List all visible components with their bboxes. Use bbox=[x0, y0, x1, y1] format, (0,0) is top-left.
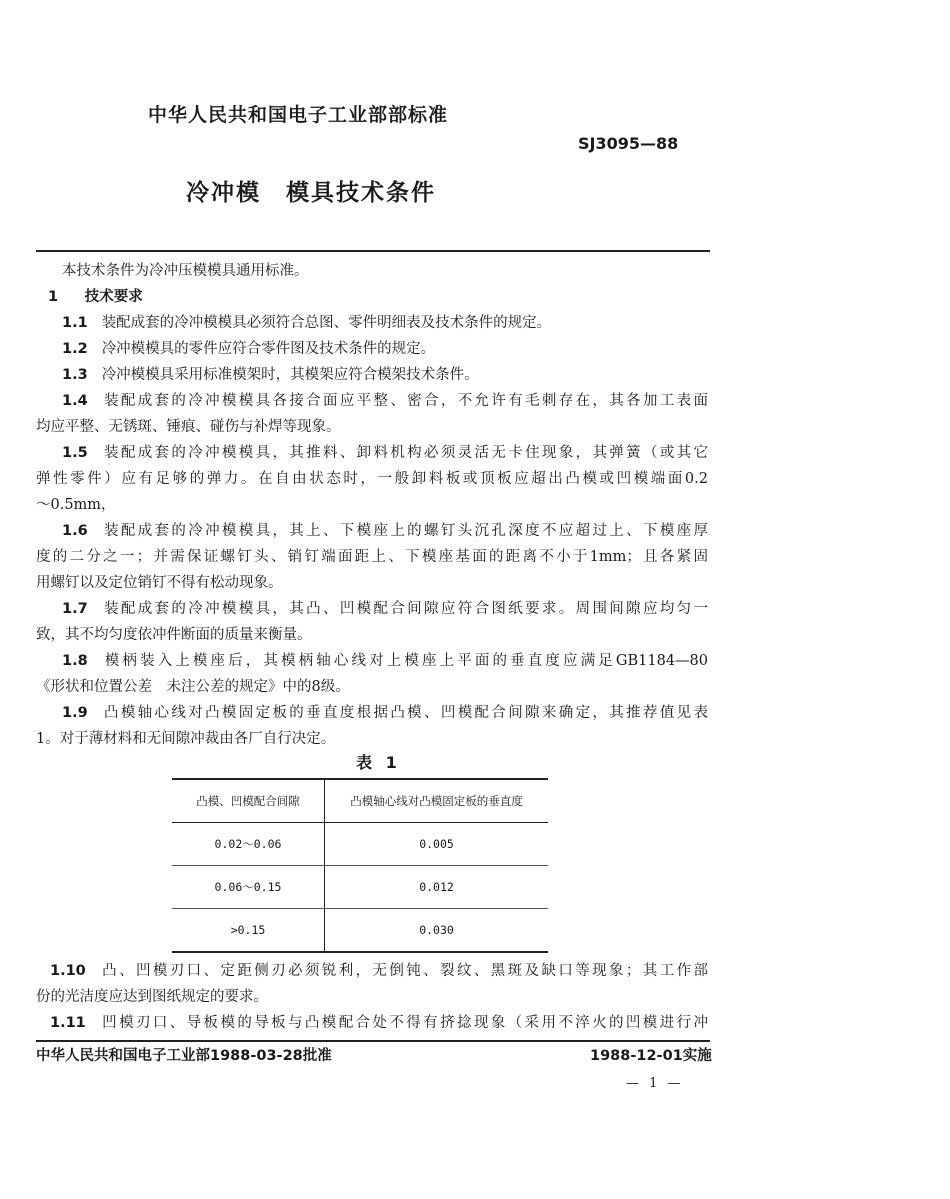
table-caption: 表 1 bbox=[356, 753, 401, 772]
clause bbox=[36, 440, 708, 518]
clause bbox=[36, 1010, 708, 1036]
clause-text: 装配成套的冷冲模模具必须符合总图、零件明细表及技术条件的规定。 bbox=[101, 315, 552, 331]
clause bbox=[36, 336, 708, 362]
clause-text: 冷冲模模具采用标准模架时，其模架应符合模架技术条件。 bbox=[101, 367, 479, 383]
clause bbox=[36, 596, 708, 648]
clause-number: 1.2 bbox=[62, 341, 88, 357]
table-cell: 0.005 bbox=[419, 837, 454, 851]
clause bbox=[36, 648, 708, 700]
table-cell: 0.02～0.06 bbox=[172, 823, 325, 866]
clause-text: 弹性零件）应有足够的弹力。在自由状态时，一般卸料板或顶板应超出凸模或凹模端面0.2 bbox=[36, 471, 708, 487]
page-number: — 1 — bbox=[626, 1076, 684, 1091]
clause-text: 装配成套的冷冲模模具各接合面应平整、密合，不允许有毛刺存在，其各加工表面 bbox=[101, 393, 708, 409]
table-row bbox=[172, 909, 548, 953]
clause-number: 1.5 bbox=[62, 445, 88, 461]
clause-text: 度的二分之一；并需保证螺钉头、销钉端面距上、下模座基面的距离不小于1mm；且各紧固 bbox=[36, 549, 708, 565]
header-rule bbox=[36, 250, 710, 252]
clause-text: 均应平整、无锈斑、锤痕、碰伤与补焊等现象。 bbox=[36, 419, 341, 435]
clause bbox=[36, 958, 708, 1010]
clause-text: 《形状和位置公差 未注公差的规定》中的8级。 bbox=[36, 679, 350, 695]
footer-rule bbox=[36, 1040, 710, 1042]
clause-number: 1.1 bbox=[62, 315, 88, 331]
clause bbox=[36, 518, 708, 596]
clause-text: 模柄装入上模座后，其模柄轴心线对上模座上平面的垂直度应满足GB1184—80 bbox=[101, 653, 708, 669]
table-cell: 0.030 bbox=[325, 909, 549, 953]
intro-paragraph bbox=[36, 258, 708, 284]
clause-number: 1.7 bbox=[62, 601, 88, 617]
clause bbox=[36, 700, 708, 752]
clause-number: 1.6 bbox=[62, 523, 88, 539]
clause-text: 致，其不均匀度依冲件断面的质量来衡量。 bbox=[36, 627, 312, 643]
standard-code: SJ3095—88 bbox=[578, 134, 679, 153]
clause-text: 1。对于薄材料和无间隙冲裁由各厂自行决定。 bbox=[36, 731, 336, 747]
clause-text: ～0.5mm， bbox=[36, 497, 116, 513]
table-header-row bbox=[172, 779, 548, 823]
clause-number: 1.3 bbox=[62, 367, 88, 383]
clause-text: 凸、凹模刃口、定距侧刃必须锐利，无倒钝、裂纹、黑斑及缺口等现象；其工作部 bbox=[99, 963, 708, 979]
clause bbox=[36, 388, 708, 440]
clause-text: 凸模轴心线对凸模固定板的垂直度根据凸模、凹模配合间隙来确定，其推荐值见表 bbox=[101, 705, 708, 721]
clause-number: 1.9 bbox=[62, 705, 88, 721]
column-header: 凸模、凹模配合间隙 bbox=[172, 779, 325, 823]
clause-text: 装配成套的冷冲模模具，其推料、卸料机构必须灵活无卡住现象，其弹簧（或其它 bbox=[101, 445, 708, 461]
section-heading bbox=[36, 284, 708, 310]
table-row bbox=[172, 866, 548, 909]
intro-text: 本技术条件为冷冲压模模具通用标准。 bbox=[62, 263, 309, 279]
clause-text: 装配成套的冷冲模模具，其凸、凹模配合间隙应符合图纸要求。周围间隙应均匀一 bbox=[101, 601, 708, 617]
clause bbox=[36, 362, 708, 388]
section-number: 1 bbox=[48, 289, 59, 305]
clauses-after-table bbox=[36, 958, 708, 1036]
document-title: 冷冲模 模具技术条件 bbox=[186, 180, 436, 206]
effective-date: 1988-12-01实施 bbox=[590, 1048, 712, 1064]
approval-date: 中华人民共和国电子工业部1988-03-28批准 bbox=[36, 1048, 332, 1064]
clause bbox=[36, 310, 708, 336]
table-cell: 0.012 bbox=[325, 866, 549, 909]
clause-number: 1.8 bbox=[62, 653, 88, 669]
perpendicularity-table bbox=[172, 778, 548, 953]
standard-authority-title: 中华人民共和国电子工业部部标准 bbox=[148, 104, 449, 126]
clause-text: 冷冲模模具的零件应符合零件图及技术条件的规定。 bbox=[101, 341, 436, 357]
section-title: 技术要求 bbox=[84, 289, 143, 305]
table-cell: 0.06～0.15 bbox=[172, 866, 325, 909]
clause-number: 1.11 bbox=[50, 1015, 86, 1031]
clause-number: 1.4 bbox=[62, 393, 88, 409]
table-cell: >0.15 bbox=[172, 909, 325, 953]
clause-number: 1.10 bbox=[50, 963, 86, 979]
clause-text: 用螺钉以及定位销钉不得有松动现象。 bbox=[36, 575, 283, 591]
clause-text: 份的光洁度应达到图纸规定的要求。 bbox=[36, 989, 268, 1005]
clause-text: 装配成套的冷冲模模具，其上、下模座上的螺钉头沉孔深度不应超过上、下模座厚 bbox=[101, 523, 708, 539]
clauses-block bbox=[36, 310, 708, 752]
column-header: 凸模轴心线对凸模固定板的垂直度 bbox=[325, 779, 549, 823]
clause-text: 凹模刃口、导板模的导板与凸模配合处不得有挤捻现象（采用不淬火的凹模进行冲 bbox=[99, 1015, 708, 1031]
table-row bbox=[172, 823, 548, 866]
